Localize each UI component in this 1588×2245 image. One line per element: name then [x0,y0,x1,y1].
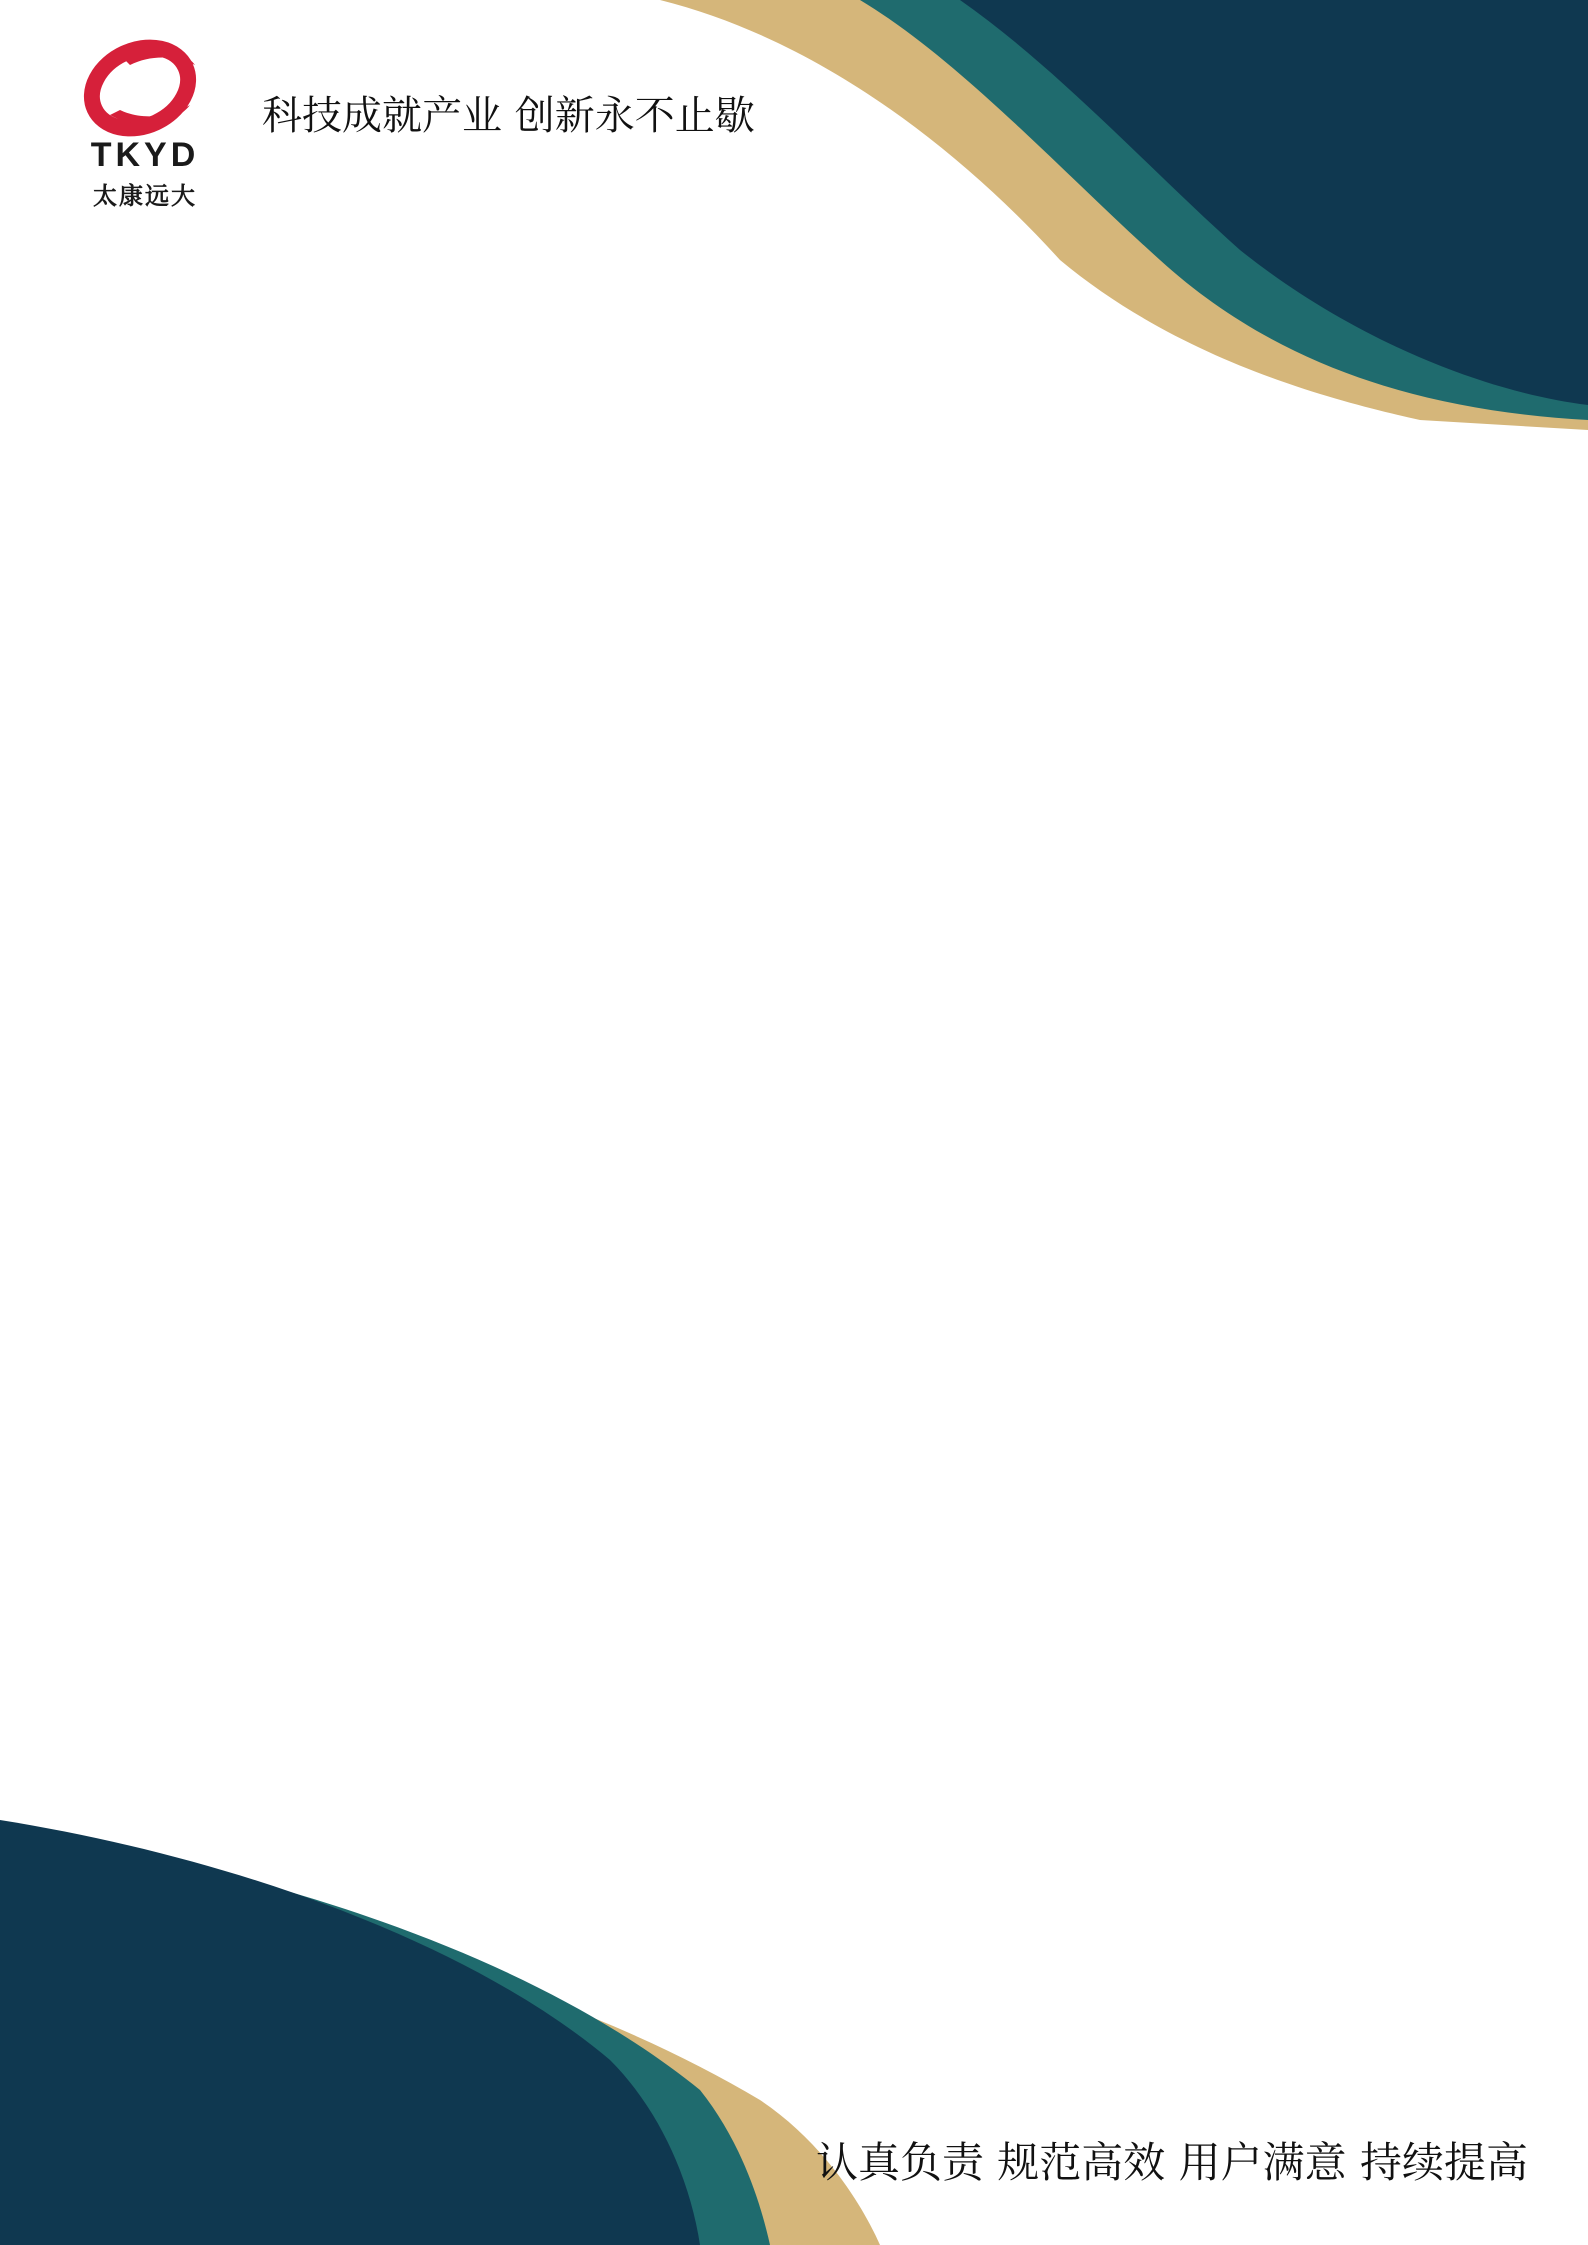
header-slogan: 科技成就产业 创新永不止歇 [262,93,755,139]
footer-slogan: 认真负责 规范高效 用户满意 持续提高 [815,2138,1528,2187]
logo-text-zh: 太康远大 [93,182,197,210]
logo-text-en: TKYD [90,136,200,174]
company-logo [70,30,220,210]
logo-mark-icon [80,30,210,140]
